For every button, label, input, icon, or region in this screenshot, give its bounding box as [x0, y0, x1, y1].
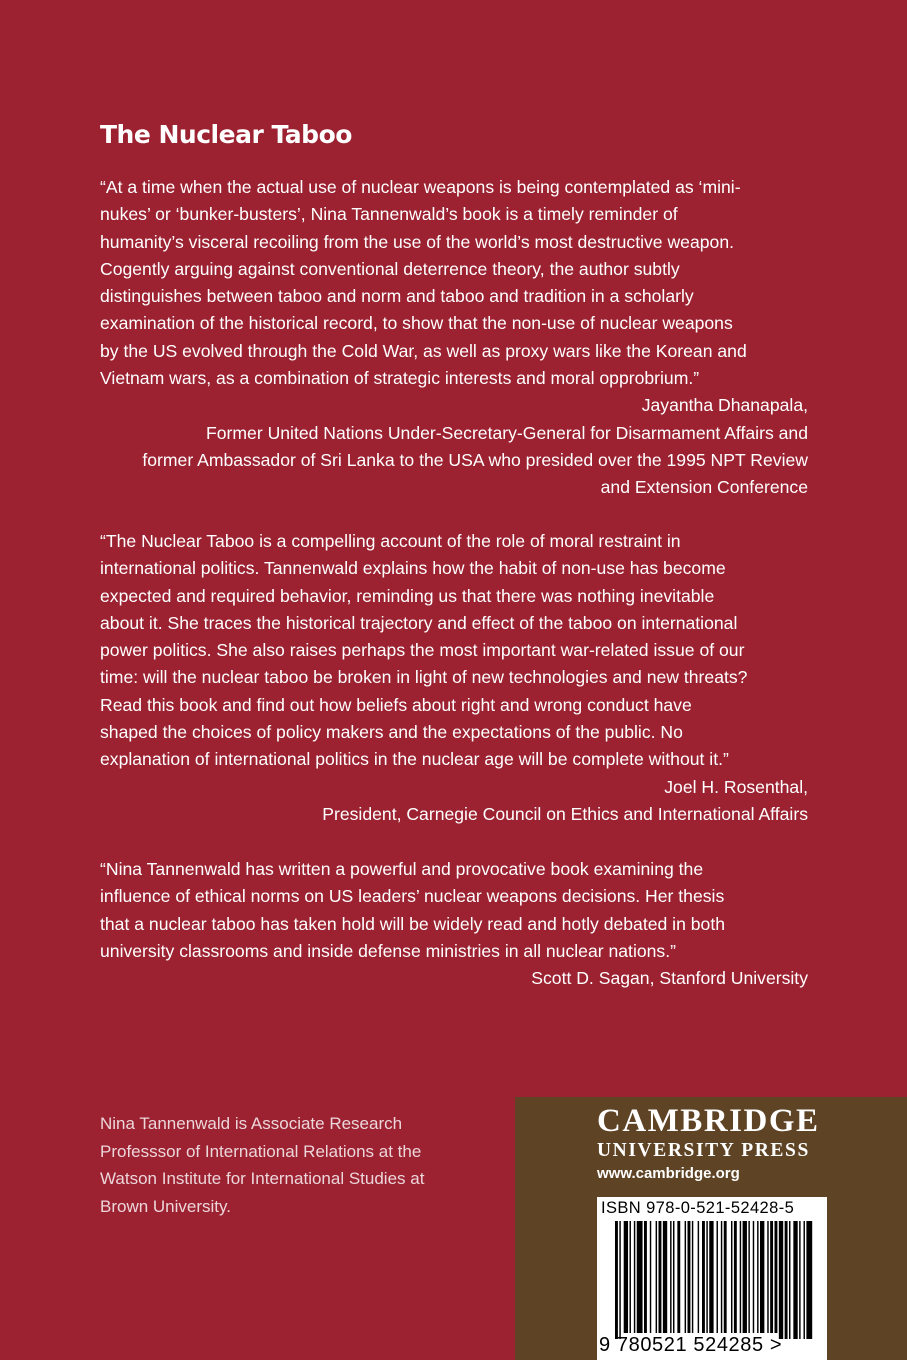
- bio-line: Professsor of International Relations at the: [100, 1141, 422, 1161]
- barcode-bar: [644, 1221, 647, 1333]
- attribution-line: former Ambassador of Sri Lanka to the USA who presided over the 1995 NPT Review: [142, 449, 808, 470]
- quote-line: Read this book and find out how beliefs about right and wrong conduct have: [100, 694, 692, 715]
- barcode-bar: [775, 1221, 778, 1333]
- blurb-sagan: [100, 856, 808, 992]
- quote-line: about it. She traces the historical trajectory and effect of the taboo on international: [100, 612, 738, 633]
- barcode-bar: [734, 1221, 737, 1333]
- barcode-bar: [685, 1221, 686, 1333]
- quote-line: that a nuclear taboo has taken hold will be widely read and hotly debated in both: [100, 913, 726, 934]
- attribution-line: President, Carnegie Council on Ethics and International Affairs: [322, 803, 808, 824]
- barcode-bar: [692, 1221, 693, 1333]
- barcode-bar: [760, 1221, 764, 1333]
- barcode-bar: [670, 1221, 671, 1333]
- barcode-digits: 9 780521 524285 >: [599, 1334, 783, 1356]
- author-bio: [100, 1110, 480, 1220]
- quote-line: Cogently arguing against conventional deterrence theory, the author subtly: [100, 258, 680, 279]
- blurb-dhanapala: [100, 174, 808, 502]
- publisher-panel: [515, 1097, 907, 1360]
- quote-line: university classrooms and inside defense ministries in all nuclear nations.”: [100, 940, 676, 961]
- barcode-bar: [724, 1221, 727, 1333]
- barcode-bar: [698, 1221, 699, 1333]
- barcode-bar: [743, 1221, 747, 1333]
- quote-line: expected and required behavior, reminding us that there was nothing inevitable: [100, 585, 715, 606]
- barcode-bar: [677, 1221, 680, 1333]
- barcode-bar: [757, 1221, 758, 1333]
- barcode-bar: [615, 1221, 618, 1339]
- quote-line: “The Nuclear Taboo is a compelling account of the role of moral restraint in: [100, 531, 681, 551]
- attribution-line: Former United Nations Under-Secretary-General for Disarmament Affairs and: [205, 422, 808, 443]
- book-title: The Nuclear Taboo: [100, 120, 352, 149]
- barcode-bar: [624, 1221, 628, 1333]
- barcode-bar: [804, 1221, 805, 1339]
- barcode-bar: [706, 1221, 707, 1333]
- quote-line: time: will the nuclear taboo be broken in light of new technologies and new threats?: [100, 667, 748, 688]
- attribution-line: Joel H. Rosenthal,: [664, 776, 808, 797]
- barcode-bar: [748, 1221, 749, 1333]
- bio-line: Brown University.: [100, 1196, 231, 1216]
- barcode-bar: [634, 1221, 635, 1333]
- barcode-bar: [673, 1221, 674, 1333]
- quote-line: explanation of international politics in the nuclear age will be complete without it.”: [100, 749, 729, 770]
- attribution-line: Scott D. Sagan, Stanford University: [531, 968, 808, 989]
- blurb-rosenthal: [100, 528, 808, 828]
- attribution-line: Jayantha Dhanapala,: [641, 395, 808, 416]
- barcode-bar: [806, 1221, 812, 1339]
- barcode-bar: [779, 1221, 783, 1339]
- barcode-bar: [663, 1221, 667, 1333]
- bio-line: Nina Tannenwald is Associate Research: [100, 1114, 403, 1133]
- barcode-bar: [656, 1221, 657, 1333]
- barcode-bar: [721, 1221, 722, 1333]
- barcode-bar: [630, 1221, 631, 1333]
- barcode-bar: [731, 1221, 732, 1333]
- barcode-bar: [799, 1221, 800, 1339]
- barcode: [597, 1197, 827, 1360]
- quote-line: humanity’s visceral recoiling from the use of the world’s most destructive weapon.: [100, 231, 734, 252]
- barcode-bar: [789, 1221, 790, 1339]
- quote-line: “At a time when the actual use of nuclear weapons is being contemplated as ‘mini-: [100, 177, 741, 197]
- barcode-bar: [770, 1221, 773, 1333]
- quote-line: influence of ethical norms on US leaders’ nuclear weapons decisions. Her thesis: [100, 886, 725, 907]
- quote-line: shaped the choices of policy makers and the expectations of the public. No: [100, 722, 683, 743]
- publisher-subtitle: UNIVERSITY PRESS: [597, 1140, 810, 1161]
- quote-line: “Nina Tannenwald has written a powerful and provocative book examining the: [100, 859, 704, 879]
- barcode-bar: [785, 1221, 788, 1339]
- barcode-bar: [688, 1221, 691, 1333]
- bio-line: Watson Institute for International Studies at: [100, 1169, 425, 1188]
- barcode-bar: [702, 1221, 705, 1333]
- barcode-bar: [637, 1221, 643, 1333]
- quote-line: power politics. She also raises perhaps the most important war-related issue of our: [100, 640, 745, 661]
- barcode-bar: [650, 1221, 651, 1333]
- quote-line: by the US evolved through the Cold War, as well as proxy wars like the Korean and: [100, 340, 747, 361]
- barcode-bar: [740, 1221, 741, 1333]
- quote-line: Vietnam wars, as a combination of strategic interests and moral opprobrium.”: [100, 368, 700, 389]
- barcode-bar: [619, 1221, 620, 1339]
- quote-line: distinguishes between taboo and norm and taboo and tradition in a scholarly: [100, 286, 694, 307]
- publisher-logo: CAMBRIDGE: [597, 1103, 820, 1139]
- barcode-bar: [717, 1221, 718, 1333]
- attribution-line: and Extension Conference: [600, 477, 808, 498]
- barcode-bar: [659, 1221, 662, 1333]
- publisher-url: www.cambridge.org: [597, 1165, 740, 1182]
- barcode-bar: [793, 1221, 797, 1339]
- barcode-bar: [753, 1221, 754, 1333]
- barcode-bar: [767, 1221, 768, 1333]
- barcode-bar: [709, 1221, 713, 1333]
- quote-line: examination of the historical record, to show that the non-use of nuclear weapons: [100, 313, 733, 334]
- quote-line: nukes’ or ‘bunker-busters’, Nina Tannenwald’s book is a timely reminder of: [100, 204, 678, 225]
- isbn-label: ISBN 978-0-521-52428-5: [601, 1199, 795, 1217]
- quote-line: international politics. Tannenwald explains how the habit of non-use has become: [100, 558, 726, 579]
